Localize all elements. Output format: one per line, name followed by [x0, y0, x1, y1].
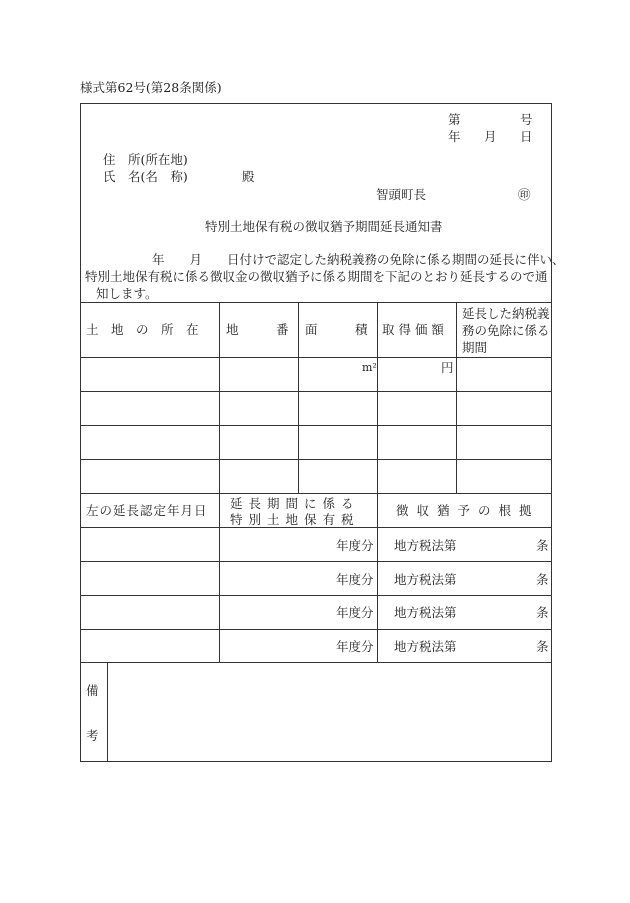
table1-col-line: [456, 302, 457, 493]
table2-col-line: [377, 493, 378, 662]
date-month: 月: [484, 129, 497, 144]
address-label: 住 所(所在地): [103, 152, 188, 167]
fiscal-year-1: 年度分: [336, 538, 374, 553]
header-deferral-basis: 徴収猶予の根拠: [396, 503, 540, 518]
law-prefix-2: 地方税法第: [394, 572, 457, 587]
table2-bottom-line: [80, 662, 552, 663]
table1-top-line: [80, 302, 552, 303]
number-prefix: 第: [448, 112, 461, 127]
law-prefix-4: 地方税法第: [394, 639, 457, 654]
law-prefix-3: 地方税法第: [394, 605, 457, 620]
body-line-2: 特別土地保有税に係る徴収金の徴収猶予に係る期間を下記のとおり延長するので通: [85, 269, 548, 284]
table1-bottom-line: [80, 493, 552, 494]
remarks-char-2: 考: [86, 728, 99, 743]
header-tax-for-extension: 延長期間に係る 特別土地保有税: [230, 496, 360, 527]
law-suffix-4: 条: [536, 639, 549, 654]
body-line-1: 年 月 日付けで認定した納税義務の免除に係る期間の延長に伴い、: [152, 252, 565, 267]
header-location-text: 土 地 の 所 在: [86, 322, 199, 337]
table1-col-line: [377, 302, 378, 493]
remarks-divider: [107, 662, 108, 762]
name-label: 氏 名(名 称): [103, 169, 188, 184]
table1-col-line: [298, 302, 299, 493]
law-suffix-2: 条: [536, 572, 549, 587]
table2-row-line: [80, 629, 552, 630]
header-exemption-period: 延長した納税義 務の免除に係る 期間: [462, 306, 550, 355]
table2-col-line: [219, 493, 220, 662]
header-extension-date: 左の延長認定年月日: [86, 503, 208, 518]
table2-row-line: [80, 595, 552, 596]
header-lot-number: 地 番: [226, 322, 289, 337]
issuer: 智頭町長: [376, 187, 427, 202]
unit-yen: 円: [441, 360, 454, 375]
header-area: 面 積: [305, 322, 368, 337]
table1-row-line: [80, 425, 552, 426]
form-frame: [80, 103, 552, 762]
document-title: 特別土地保有税の徴収猶予期間延長通知書: [205, 219, 443, 234]
fiscal-year-4: 年度分: [336, 639, 374, 654]
law-prefix-1: 地方税法第: [394, 538, 457, 553]
seal-mark: ㊞: [518, 187, 531, 202]
remarks-char-1: 備: [86, 683, 99, 698]
form-number: 様式第62号(第28条関係): [80, 80, 222, 95]
body-line-3: 知します。: [96, 286, 158, 301]
law-suffix-3: 条: [536, 605, 549, 620]
table2-row-line: [80, 561, 552, 562]
table1-row-line: [80, 459, 552, 460]
header-location: [86, 322, 213, 337]
table1-header-bottom: [80, 357, 552, 358]
dono: 殿: [242, 169, 255, 184]
number-suffix: 号: [520, 112, 533, 127]
header-acquisition-price: 取 得 価 額: [382, 322, 444, 337]
fiscal-year-3: 年度分: [336, 605, 374, 620]
table1-row-line: [80, 391, 552, 392]
date-day: 日: [520, 129, 533, 144]
date-year: 年: [448, 129, 461, 144]
law-suffix-1: 条: [536, 538, 549, 553]
table1-col-line: [219, 302, 220, 493]
fiscal-year-2: 年度分: [336, 572, 374, 587]
unit-square-meter: m²: [362, 361, 377, 374]
